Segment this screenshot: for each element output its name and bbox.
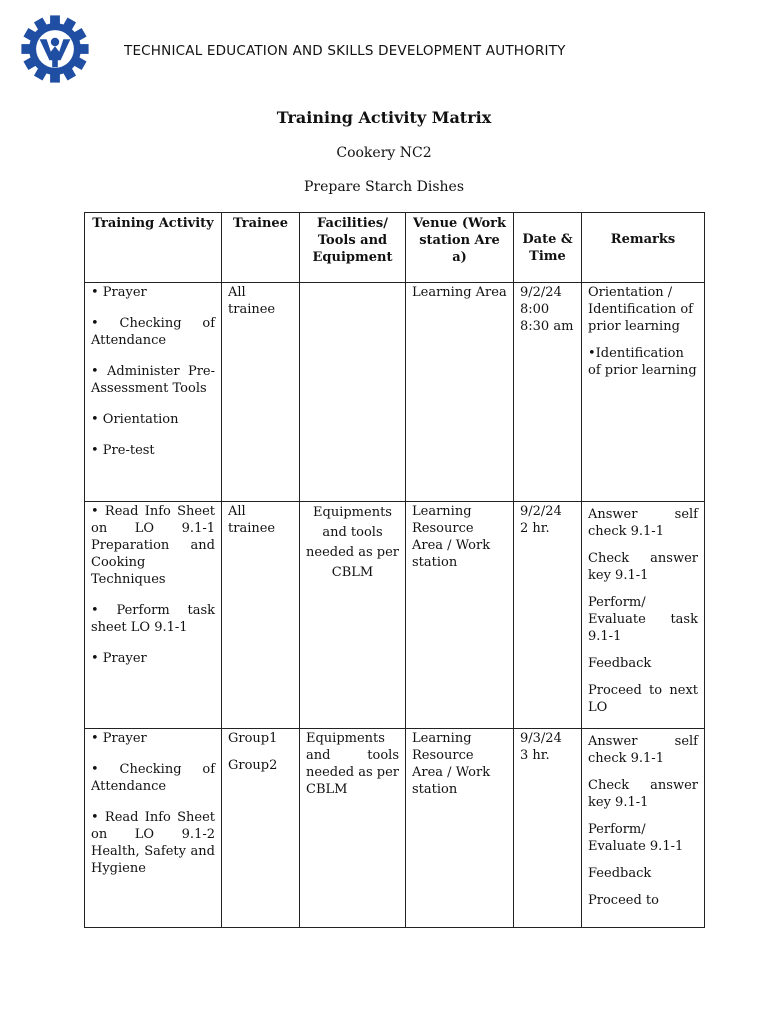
trainee-value: Group2 bbox=[228, 758, 278, 773]
facilities-cell: Equipments and tools needed as per CBLM bbox=[300, 502, 406, 729]
remark-item: Feedback bbox=[588, 656, 652, 671]
remark-item: Perform/ Evaluate task 9.1-1 bbox=[588, 595, 698, 644]
venue-cell: Learning Resource Area / Work station bbox=[406, 729, 514, 928]
time-value: 8:00 8:30 am bbox=[520, 302, 574, 334]
activity-item: • Checking of Attendance bbox=[91, 762, 215, 794]
activity-cell bbox=[85, 502, 222, 729]
date-time-cell bbox=[514, 283, 582, 502]
activity-item: • Read Info Sheet on LO 9.1-1 Preparation and Cooking Techniques bbox=[91, 504, 215, 587]
trainee-value: All trainee bbox=[228, 504, 276, 536]
header-venue: Venue (Workstation Area) bbox=[406, 213, 514, 283]
remark-item: Proceed to bbox=[588, 893, 659, 908]
header-facilities: Facilities/ Tools and Equipment bbox=[300, 213, 406, 283]
unit-title: Prepare Starch Dishes bbox=[303, 179, 465, 195]
table-row bbox=[85, 729, 705, 928]
remark-item: Check answer key 9.1-1 bbox=[588, 551, 698, 583]
date-value: 9/2/24 bbox=[520, 285, 562, 300]
tesda-logo-icon bbox=[18, 14, 92, 84]
table-header-row bbox=[85, 213, 705, 283]
activity-item: • Prayer bbox=[91, 731, 147, 746]
trainee-cell bbox=[222, 502, 300, 729]
remark-item: Check answer key 9.1-1 bbox=[588, 778, 698, 810]
venue-cell: Learning Resource Area / Work station bbox=[406, 502, 514, 729]
trainee-value: All trainee bbox=[228, 285, 276, 317]
remark-item: Perform/ Evaluate 9.1-1 bbox=[588, 822, 684, 854]
activity-item: • Orientation bbox=[91, 412, 179, 427]
remark-item: Answer self check 9.1-1 bbox=[588, 734, 698, 766]
training-activity-table bbox=[84, 212, 705, 928]
activity-item: • Checking of Attendance bbox=[91, 316, 215, 348]
remarks-cell bbox=[582, 283, 705, 502]
activity-item: • Perform task sheet LO 9.1-1 bbox=[91, 603, 215, 635]
remarks-cell bbox=[582, 502, 705, 729]
activity-item: • Prayer bbox=[91, 285, 147, 300]
remark-item: Orientation / Identification of prior learning bbox=[588, 285, 693, 334]
remark-item: •Identification of prior learning bbox=[588, 346, 697, 378]
table-row bbox=[85, 283, 705, 502]
qualification-title: Cookery NC2 bbox=[336, 145, 432, 161]
facilities-cell: Equipments and tools needed as per CBLM bbox=[300, 729, 406, 928]
activity-item: • Pre-test bbox=[91, 443, 155, 458]
activity-cell bbox=[85, 283, 222, 502]
activity-cell bbox=[85, 729, 222, 928]
trainee-cell bbox=[222, 729, 300, 928]
venue-cell: Learning Area bbox=[406, 283, 514, 502]
time-value: 2 hr. bbox=[520, 521, 550, 536]
trainee-cell bbox=[222, 283, 300, 502]
date-time-cell bbox=[514, 729, 582, 928]
facilities-cell bbox=[300, 283, 406, 502]
trainee-value: Group1 bbox=[228, 731, 278, 746]
remark-item: Answer self check 9.1-1 bbox=[588, 507, 698, 539]
header-remarks: Remarks bbox=[582, 213, 705, 283]
remark-item: Feedback bbox=[588, 866, 652, 881]
header-training-activity: Training Activity bbox=[85, 213, 222, 283]
document-title: Training Activity Matrix bbox=[276, 108, 492, 127]
remark-item: Proceed to next LO bbox=[588, 683, 698, 715]
date-value: 9/2/24 bbox=[520, 504, 562, 519]
organization-name: TECHNICAL EDUCATION AND SKILLS DEVELOPMENT AUTHORITY bbox=[124, 43, 566, 59]
activity-item: • Administer Pre-Assessment Tools bbox=[91, 364, 215, 396]
date-time-cell bbox=[514, 502, 582, 729]
table-row bbox=[85, 502, 705, 729]
header-date-time: Date & Time bbox=[514, 213, 582, 283]
date-value: 9/3/24 bbox=[520, 731, 562, 746]
activity-item: • Read Info Sheet on LO 9.1-2 Health, Safety and Hygiene bbox=[91, 810, 215, 876]
activity-item: • Prayer bbox=[91, 651, 147, 666]
header-trainee: Trainee bbox=[222, 213, 300, 283]
remarks-cell bbox=[582, 729, 705, 928]
time-value: 3 hr. bbox=[520, 748, 550, 763]
